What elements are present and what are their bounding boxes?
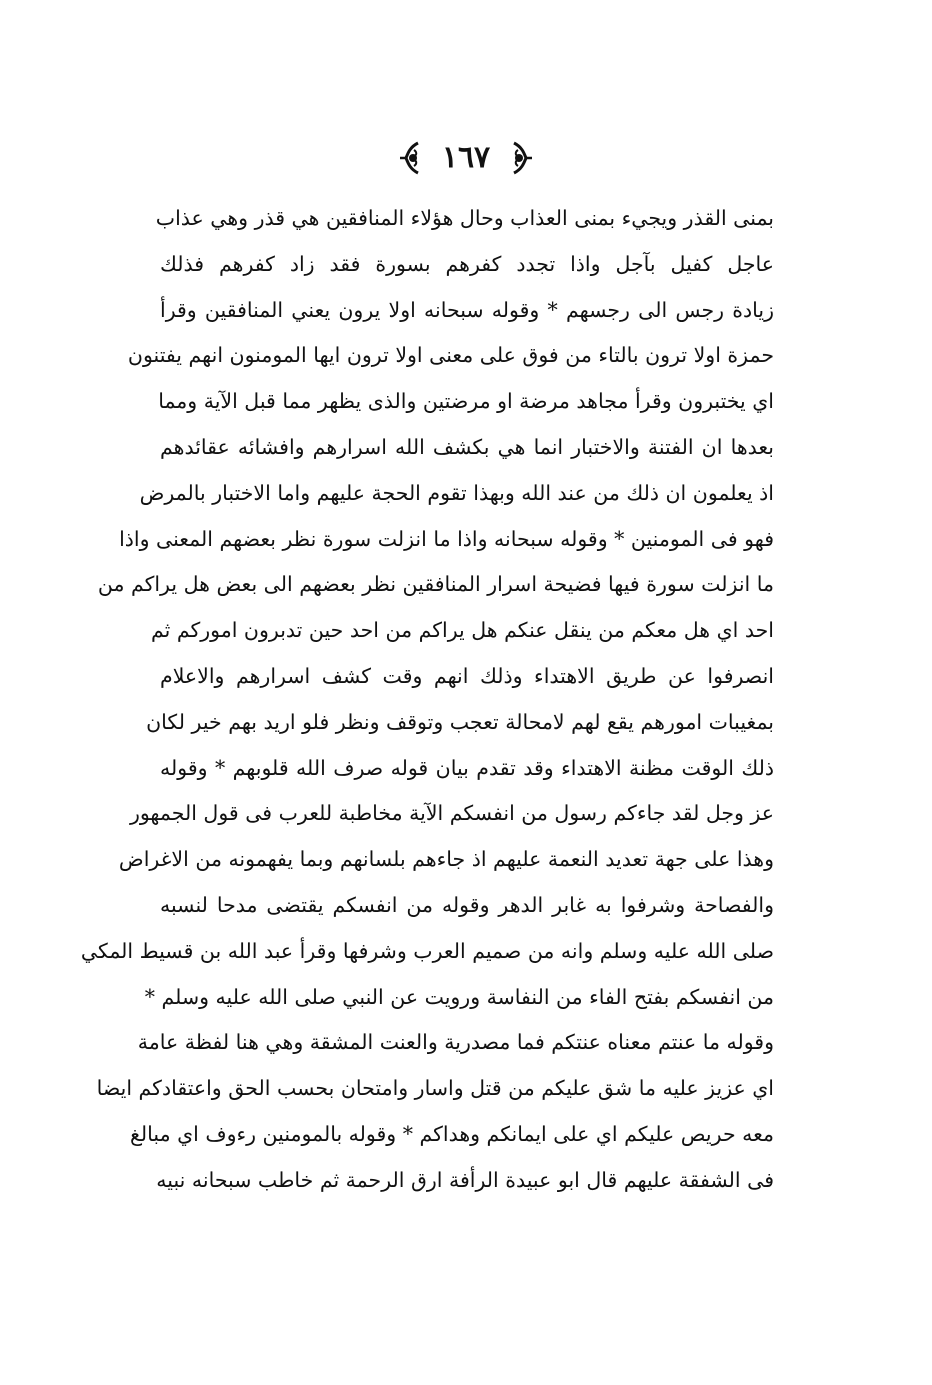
text-line: وهذا على جهة تعديد النعمة عليهم اذ جاءهم بلسانهم وبما يفهمونه من الاغراض [118,847,774,872]
text-line: حمزة اولا ترون بالتاء من فوق على معنى اولا ترون ايها المومنون انهم يفتنون [127,343,774,368]
text-line: ما انزلت سورة فيها فضيحة اسرار المنافقين نظر بعضهم الى بعض هل يراكم من [97,572,774,597]
text-line: معه حريص عليكم اي على ايمانكم وهداكم * وقوله بالمومنين رءوف اي مبالغ [130,1121,774,1146]
body-text [80,196,774,1204]
text-line: ذلك الوقت مظنة الاهتداء وقد تقدم بيان قوله صرف الله قلوبهم * وقوله [160,755,774,780]
text-line: بعدها ان الفتنة والاختبار انما هي بكشف الله اسرارهم وافشائه عقائدهم [160,434,774,459]
page-header [0,136,932,180]
ornament-left-icon [398,141,424,175]
ornament-right-icon [508,141,534,175]
text-line: بمنى القذر ويجيء بمنى العذاب وحال هؤلاء المنافقين هي قذر وهي عذاب [155,206,774,230]
text-line: اي عزيز عليه ما شق عليكم من قتل واسار وامتحان بحسب الحق واعتقادكم ايضا [96,1076,774,1101]
text-line: عاجل كفيل بآجل واذا تجدد كفرهم بسورة فقد زاد كفرهم فذلك [160,251,774,276]
text-line: انصرفوا عن طريق الاهتداء وذلك انهم وقت كشف اسرارهم والاعلام [160,663,774,688]
text-line: فى الشفقة عليهم قال ابو عبيدة الرأفة ارق الرحمة ثم خاطب سبحانه نبيه [156,1167,774,1192]
text-line: صلى الله عليه وسلم وانه من صميم العرب وشرفها وقرأ عبد الله بن قسيط المكي [80,938,774,963]
text-line: والفصاحة وشرفوا به غابر الدهر وقوله من انفسكم يقتضى مدحا لنسبه [160,892,774,917]
text-line: اذ يعلمون ان ذلك من عند الله وبهذا تقوم الحجة عليهم واما الاختبار بالمرض [139,480,774,505]
text-line: احد اي هل معكم من ينقل عنكم هل يراكم من احد حين تدبرون اموركم ثم [150,618,774,643]
text-line: عز وجل لقد جاءكم رسول من انفسكم الآية مخاطبة للعرب فى قول الجمهور [129,801,774,826]
text-line: زيادة رجس الى رجسهم * وقوله سبحانه اولا يرون يعني المنافقين وقرأ [160,297,774,322]
text-line: بمغيبات امورهم يقع لهم لامحالة تعجب وتوقف ونظر فلو اريد بهم خير لكان [146,709,774,734]
page-number: ١٦٧ [441,140,491,175]
text-line: وقوله ما عنتم معناه عنتكم فما مصدرية والعنت المشقة وهي هنا لفظة عامة [137,1030,774,1055]
text-line: اي يختبرون وقرأ مجاهد مرضة او مرضتين والذى يظهر مما قبل الآية ومما [158,389,774,414]
text-line: من انفسكم بفتح الفاء من النفاسة ورويت عن النبي صلى الله عليه وسلم * [144,984,774,1009]
text-line: فهو فى المومنين * وقوله سبحانه واذا ما انزلت سورة نظر بعضهم المعنى واذا [119,526,774,551]
